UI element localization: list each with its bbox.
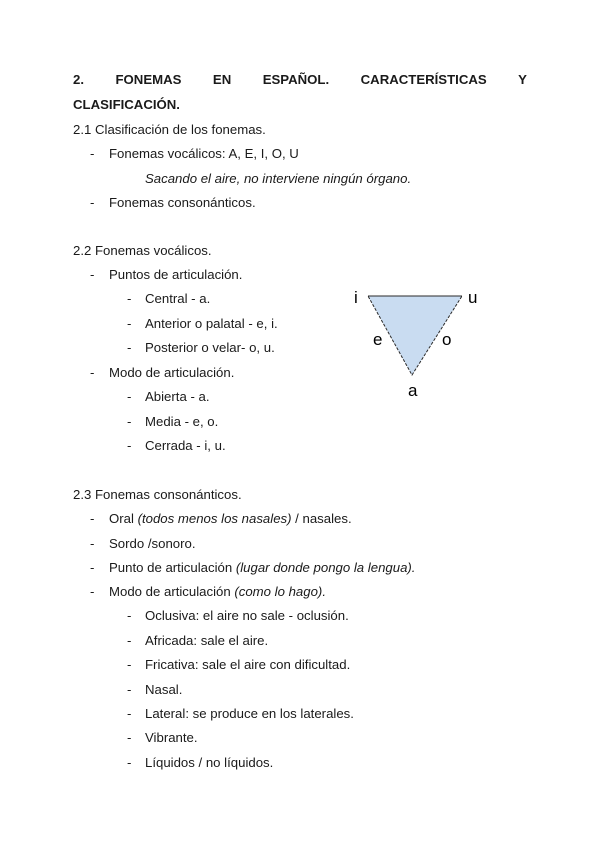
- bullet-dash: -: [90, 584, 95, 599]
- modo-item-media: Media - e, o.: [145, 414, 219, 429]
- modo-cons-liquidos: Líquidos / no líquidos.: [145, 755, 274, 770]
- sub-bullet-dash: -: [127, 316, 132, 331]
- bullet-sordo-sonoro: Sordo /sonoro.: [109, 536, 196, 551]
- modo-item-cerrada: Cerrada - i, u.: [145, 438, 226, 453]
- bullet-dash: -: [90, 536, 95, 551]
- oral-note: (todos menos los nasales): [137, 511, 292, 526]
- bullet-dash: -: [90, 560, 95, 575]
- puntos-item-central: Central - a.: [145, 291, 211, 306]
- bullet-dash: -: [90, 195, 95, 210]
- sub-bullet-dash: -: [127, 706, 132, 721]
- bullet-punto-articulacion: [109, 560, 415, 576]
- modo-cons-lateral: Lateral: se produce en los laterales.: [145, 706, 354, 721]
- sub-bullet-dash: -: [127, 755, 132, 770]
- section-2-3-title: 2.3 Fonemas consonánticos.: [73, 487, 242, 502]
- heading-word-5: Y: [518, 72, 527, 87]
- bullet-modo-articulacion: Modo de articulación.: [109, 365, 235, 380]
- vowel-label-e: e: [373, 330, 383, 349]
- heading-word-3: ESPAÑOL.: [262, 72, 330, 87]
- heading-line-2: CLASIFICACIÓN.: [73, 97, 180, 112]
- bullet-fonemas-consonanticos: Fonemas consonánticos.: [109, 195, 256, 210]
- nasales-text: / nasales.: [291, 511, 352, 526]
- puntos-item-anterior: Anterior o palatal - e, i.: [145, 316, 278, 331]
- punto-text: Punto de articulación: [109, 560, 236, 575]
- section-2-2-title: 2.2 Fonemas vocálicos.: [73, 243, 212, 258]
- bullet-dash: -: [90, 267, 95, 282]
- modo-cons-vibrante: Vibrante.: [145, 730, 198, 745]
- modo-text: Modo de articulación: [109, 584, 235, 599]
- note-sacando-aire: Sacando el aire, no interviene ningún órgano.: [145, 171, 412, 186]
- oral-text: Oral: [109, 511, 138, 526]
- heading-word-2: EN: [212, 72, 232, 87]
- section-2-1-title: 2.1 Clasificación de los fonemas.: [73, 122, 266, 137]
- modo-cons-africada: Africada: sale el aire.: [145, 633, 269, 648]
- vowel-label-u: u: [468, 288, 478, 307]
- heading-word-4: CARACTERÍSTICAS: [360, 72, 487, 87]
- sub-bullet-dash: -: [127, 291, 132, 306]
- sub-bullet-dash: -: [127, 340, 132, 355]
- modo-item-abierta: Abierta - a.: [145, 389, 210, 404]
- bullet-dash: -: [90, 146, 95, 161]
- punto-note: (lugar donde pongo la lengua).: [235, 560, 416, 575]
- modo-cons-fricativa: Fricativa: sale el aire con dificultad.: [145, 657, 351, 672]
- bullet-modo-articulacion-consonantes: [109, 584, 326, 600]
- modo-note: (como lo hago).: [234, 584, 326, 599]
- vowel-triangle-diagram: [340, 280, 500, 405]
- sub-bullet-dash: -: [127, 682, 132, 697]
- vowel-label-o: o: [442, 330, 452, 349]
- heading-number: 2.: [73, 72, 84, 87]
- vowel-label-i: i: [354, 288, 358, 307]
- sub-bullet-dash: -: [127, 438, 132, 453]
- bullet-oral-nasales: [109, 511, 352, 527]
- sub-bullet-dash: -: [127, 389, 132, 404]
- modo-cons-nasal: Nasal.: [145, 682, 183, 697]
- sub-bullet-dash: -: [127, 414, 132, 429]
- sub-bullet-dash: -: [127, 657, 132, 672]
- bullet-fonemas-vocalicos: Fonemas vocálicos: A, E, I, O, U: [109, 146, 299, 161]
- puntos-item-posterior: Posterior o velar- o, u.: [145, 340, 275, 355]
- heading-line-1: [73, 72, 527, 88]
- vowel-label-a: a: [408, 381, 418, 400]
- bullet-dash: -: [90, 511, 95, 526]
- heading-word-1: FONEMAS: [115, 72, 182, 87]
- sub-bullet-dash: -: [127, 730, 132, 745]
- bullet-dash: -: [90, 365, 95, 380]
- bullet-puntos-articulacion: Puntos de articulación.: [109, 267, 243, 282]
- modo-cons-oclusiva: Oclusiva: el aire no sale - oclusión.: [145, 608, 349, 623]
- sub-bullet-dash: -: [127, 633, 132, 648]
- sub-bullet-dash: -: [127, 608, 132, 623]
